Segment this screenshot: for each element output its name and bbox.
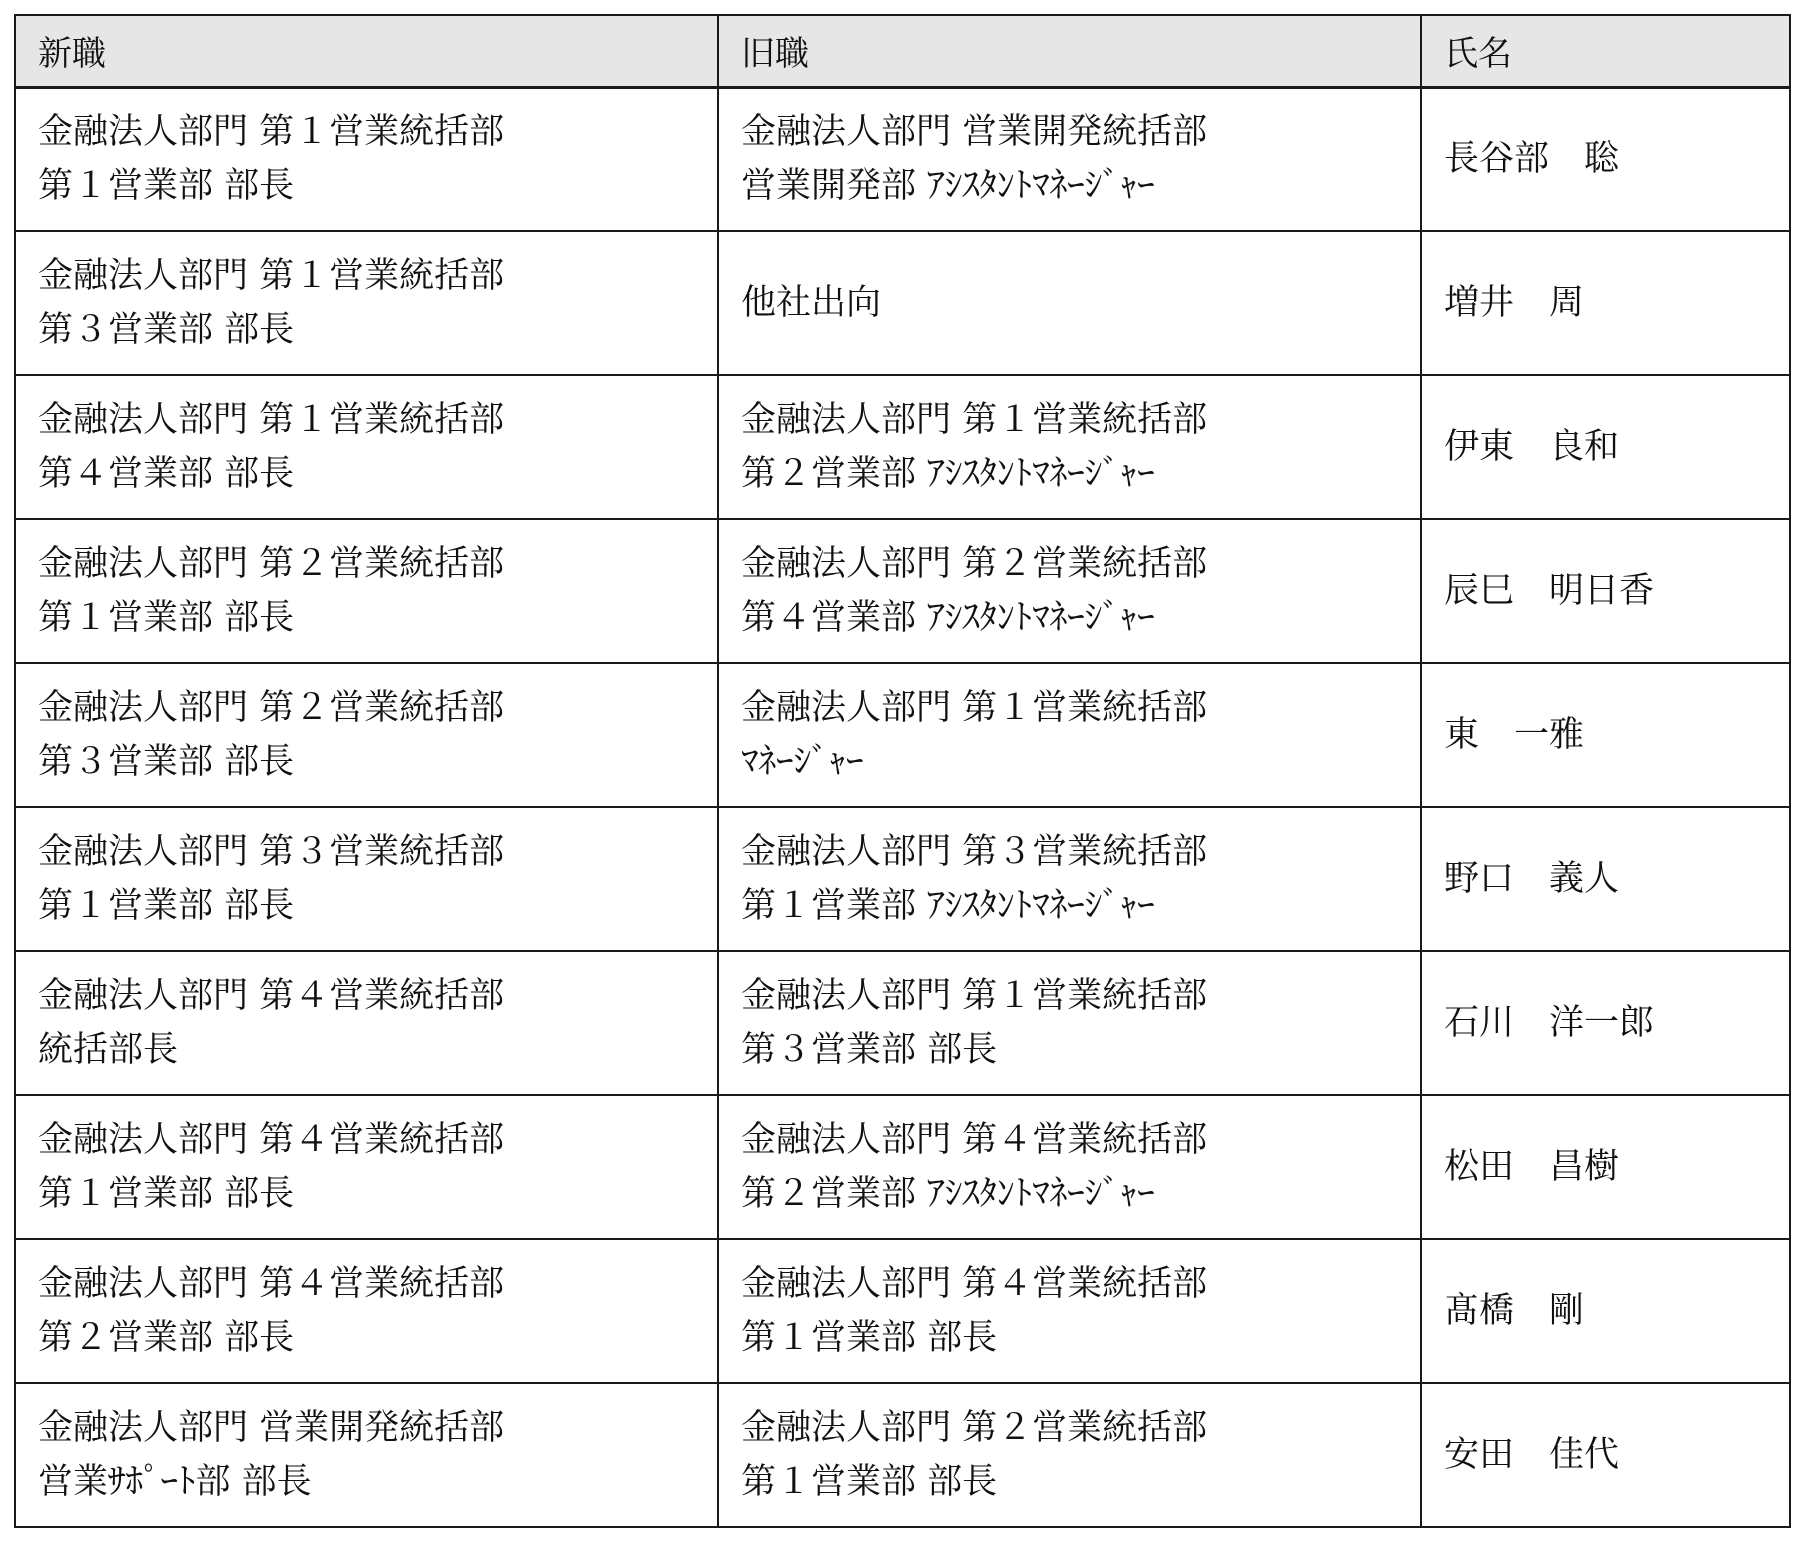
table-row <box>15 375 1790 519</box>
new-position-cell <box>15 1383 718 1527</box>
old-position-cell <box>718 951 1421 1095</box>
old-position-cell <box>718 663 1421 807</box>
person-name-cell: 辰巳 明日香 <box>1421 519 1790 663</box>
table-row <box>15 1383 1790 1527</box>
person-name-cell: 長谷部 聡 <box>1421 87 1790 231</box>
new-position-line-2: 第３営業部 部長 <box>38 742 295 782</box>
new-position-cell <box>15 231 718 375</box>
new-position-line-1: 金融法人部門 第３営業統括部 <box>38 832 505 872</box>
table-row <box>15 663 1790 807</box>
old-position-line-2: 第２営業部 ｱｼｽﾀﾝﾄﾏﾈｰｼﾞｬｰ <box>741 454 1155 494</box>
header-old-position: 旧職 <box>718 15 1421 87</box>
new-position-cell <box>15 375 718 519</box>
header-name: 氏名 <box>1421 15 1790 87</box>
old-position-line-1: 他社出向 <box>741 283 882 323</box>
person-name-cell: 安田 佳代 <box>1421 1383 1790 1527</box>
old-position-line-1: 金融法人部門 第２営業統括部 <box>741 544 1208 584</box>
new-position-cell <box>15 807 718 951</box>
old-position-cell <box>718 519 1421 663</box>
new-position-line-1: 金融法人部門 第４営業統括部 <box>38 1264 505 1304</box>
old-position-cell <box>718 807 1421 951</box>
new-position-cell <box>15 87 718 231</box>
new-position-line-1: 金融法人部門 第１営業統括部 <box>38 400 505 440</box>
old-position-cell <box>718 1239 1421 1383</box>
new-position-line-2: 第１営業部 部長 <box>38 598 295 638</box>
table-row <box>15 1095 1790 1239</box>
old-position-line-2: ﾏﾈｰｼﾞｬｰ <box>741 742 864 782</box>
person-name-cell: 石川 洋一郎 <box>1421 951 1790 1095</box>
new-position-line-2: 第２営業部 部長 <box>38 1318 295 1358</box>
new-position-line-2: 第３営業部 部長 <box>38 310 295 350</box>
old-position-line-1: 金融法人部門 第１営業統括部 <box>741 400 1208 440</box>
old-position-line-2: 第２営業部 ｱｼｽﾀﾝﾄﾏﾈｰｼﾞｬｰ <box>741 1174 1155 1214</box>
new-position-line-2: 第１営業部 部長 <box>38 1174 295 1214</box>
old-position-line-1: 金融法人部門 第１営業統括部 <box>741 976 1208 1016</box>
new-position-line-2: 第１営業部 部長 <box>38 166 295 207</box>
new-position-line-2: 第４営業部 部長 <box>38 454 295 494</box>
old-position-cell <box>718 1383 1421 1527</box>
old-position-line-2: 第１営業部 部長 <box>741 1462 998 1502</box>
old-position-line-1: 金融法人部門 第１営業統括部 <box>741 688 1208 728</box>
new-position-line-1: 金融法人部門 第１営業統括部 <box>38 112 505 153</box>
person-name-cell: 髙橋 剛 <box>1421 1239 1790 1383</box>
table-row <box>15 87 1790 231</box>
old-position-cell <box>718 375 1421 519</box>
table-row <box>15 231 1790 375</box>
new-position-line-2: 第１営業部 部長 <box>38 886 295 926</box>
old-position-line-2: 第１営業部 ｱｼｽﾀﾝﾄﾏﾈｰｼﾞｬｰ <box>741 886 1155 926</box>
person-name-cell: 伊東 良和 <box>1421 375 1790 519</box>
table-row <box>15 951 1790 1095</box>
person-name-cell: 松田 昌樹 <box>1421 1095 1790 1239</box>
old-position-cell <box>718 1095 1421 1239</box>
old-position-cell <box>718 87 1421 231</box>
new-position-line-1: 金融法人部門 第２営業統括部 <box>38 688 505 728</box>
old-position-cell <box>718 231 1421 375</box>
old-position-line-1: 金融法人部門 第２営業統括部 <box>741 1408 1208 1448</box>
old-position-line-1: 金融法人部門 第４営業統括部 <box>741 1264 1208 1304</box>
new-position-line-1: 金融法人部門 第４営業統括部 <box>38 976 505 1016</box>
table-header-row <box>15 15 1790 87</box>
table-row <box>15 1239 1790 1383</box>
personnel-change-table <box>14 14 1791 1528</box>
old-position-line-2: 第３営業部 部長 <box>741 1030 998 1070</box>
table-row <box>15 519 1790 663</box>
old-position-line-2: 第４営業部 ｱｼｽﾀﾝﾄﾏﾈｰｼﾞｬｰ <box>741 598 1155 638</box>
old-position-line-1: 金融法人部門 第４営業統括部 <box>741 1120 1208 1160</box>
new-position-line-1: 金融法人部門 第４営業統括部 <box>38 1120 505 1160</box>
old-position-line-1: 金融法人部門 第３営業統括部 <box>741 832 1208 872</box>
new-position-line-1: 金融法人部門 第１営業統括部 <box>38 256 505 296</box>
new-position-line-2: 営業ｻﾎﾟｰﾄ部 部長 <box>38 1462 312 1502</box>
new-position-cell <box>15 951 718 1095</box>
new-position-line-1: 金融法人部門 第２営業統括部 <box>38 544 505 584</box>
new-position-cell <box>15 1239 718 1383</box>
new-position-line-1: 金融法人部門 営業開発統括部 <box>38 1408 505 1448</box>
table-row <box>15 807 1790 951</box>
old-position-line-1: 金融法人部門 営業開発統括部 <box>741 112 1208 153</box>
new-position-line-2: 統括部長 <box>38 1030 179 1070</box>
new-position-cell <box>15 663 718 807</box>
old-position-line-2: 第１営業部 部長 <box>741 1318 998 1358</box>
person-name-cell: 野口 義人 <box>1421 807 1790 951</box>
person-name-cell: 東 一雅 <box>1421 663 1790 807</box>
new-position-cell <box>15 519 718 663</box>
new-position-cell <box>15 1095 718 1239</box>
old-position-line-2: 営業開発部 ｱｼｽﾀﾝﾄﾏﾈｰｼﾞｬｰ <box>741 166 1155 207</box>
header-new-position: 新職 <box>15 15 718 87</box>
person-name-cell: 増井 周 <box>1421 231 1790 375</box>
